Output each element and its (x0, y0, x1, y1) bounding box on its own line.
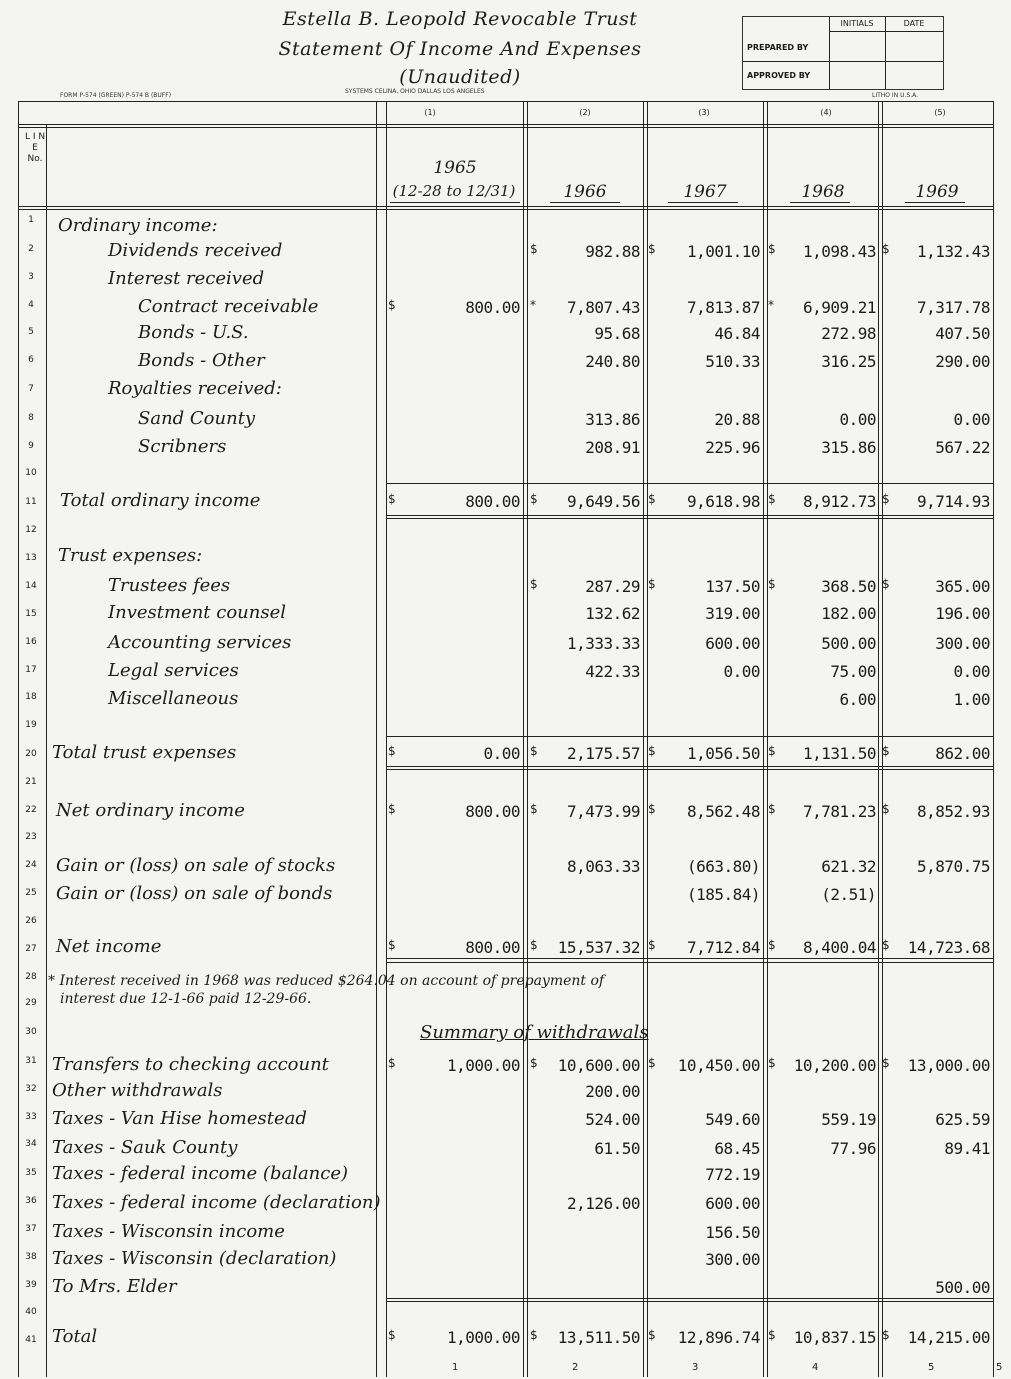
line-number: 2 (28, 244, 34, 254)
cell-value-col3: 12,896.74 (677, 1328, 760, 1347)
column-number-3: (3) (698, 108, 710, 117)
cell-value-col5: 13,000.00 (907, 1056, 990, 1075)
year-header-1968: 1968 (801, 182, 845, 202)
currency-mark: $ (648, 1328, 656, 1342)
form-code-left: FORM P-574 (GREEN) P-574 B (BUFF) (60, 92, 172, 99)
line-number: 25 (25, 888, 37, 898)
cell-value-col3: 1,001.10 (686, 242, 760, 261)
currency-mark: $ (648, 802, 656, 816)
currency-mark: $ (768, 242, 776, 256)
year-header-1965: 1965 (433, 158, 477, 178)
cell-value-col5: 8,852.93 (916, 802, 990, 821)
cell-value-col4: 182.00 (821, 604, 876, 623)
currency-mark: $ (388, 492, 396, 506)
currency-mark: $ (530, 242, 538, 256)
line-number: 33 (25, 1112, 37, 1122)
cell-value-col1: 800.00 (465, 938, 520, 957)
cell-value-col2: 2,126.00 (566, 1194, 640, 1213)
currency-mark: $ (388, 744, 396, 758)
currency-mark: $ (882, 1328, 890, 1342)
title-line-1: Estella B. Leopold Revocable Trust (282, 8, 638, 30)
line-number: 8 (28, 413, 34, 423)
footnote-line-28 (48, 973, 604, 989)
row-description: Trustees fees (108, 575, 231, 596)
currency-mark: $ (648, 1056, 656, 1070)
cell-value-col5: 1,132.43 (916, 242, 990, 261)
cell-value-col3: (185.84) (686, 885, 760, 904)
currency-mark: $ (882, 492, 890, 506)
cell-value-col3: 549.60 (705, 1110, 760, 1129)
cell-value-col5: 567.22 (935, 438, 990, 457)
cell-value-col5: 5,870.75 (916, 857, 990, 876)
cell-value-col2: 7,473.99 (566, 802, 640, 821)
cell-value-col4: 316.25 (821, 352, 876, 371)
cell-value-col2: 61.50 (594, 1139, 640, 1158)
cell-value-col3: 137.50 (705, 577, 760, 596)
line-number: 28 (25, 972, 37, 982)
summary-of-withdrawals-heading: Summary of withdrawals (420, 1022, 649, 1043)
page-number: 5 (996, 1362, 1003, 1373)
cell-value-col3: 1,056.50 (686, 744, 760, 763)
currency-mark: $ (882, 242, 890, 256)
currency-mark: $ (530, 938, 538, 952)
cell-value-col2: 1,333.33 (566, 634, 640, 653)
year-header-1967: 1967 (683, 182, 727, 202)
currency-mark: $ (768, 744, 776, 758)
cell-value-col3: 300.00 (705, 1250, 760, 1269)
line-number: 34 (25, 1139, 37, 1149)
cell-value-col5: 0.00 (953, 410, 990, 429)
row-description: Trust expenses: (58, 545, 203, 566)
column-number-4: (4) (820, 108, 832, 117)
cell-value-col3: 600.00 (705, 634, 760, 653)
year-header-1969: 1969 (915, 182, 959, 202)
cell-value-col3: (663.80) (686, 857, 760, 876)
row-description: Gain or (loss) on sale of stocks (56, 855, 336, 876)
cell-value-col4: 10,837.15 (793, 1328, 876, 1347)
bottom-column-number: 5 (928, 1362, 935, 1373)
line-number: 30 (25, 1027, 37, 1037)
bottom-column-number: 4 (812, 1362, 819, 1373)
cell-value-col5: 9,714.93 (916, 492, 990, 511)
cell-value-col5: 407.50 (935, 324, 990, 343)
line-number: 31 (25, 1056, 37, 1066)
cell-value-col2: 240.80 (585, 352, 640, 371)
currency-mark: $ (768, 938, 776, 952)
currency-mark: $ (648, 577, 656, 591)
line-number: 36 (25, 1196, 37, 1206)
line-number: 5 (28, 327, 34, 337)
currency-mark: $ (530, 492, 538, 506)
stamp-date-label: DATE (903, 19, 925, 28)
currency-mark: $ (388, 298, 396, 312)
line-number: 12 (25, 525, 37, 535)
cell-value-col3: 10,450.00 (677, 1056, 760, 1075)
currency-mark: $ (530, 802, 538, 816)
cell-value-col2: 287.29 (585, 577, 640, 596)
currency-mark: $ (648, 492, 656, 506)
row-description: Taxes - Sauk County (52, 1137, 238, 1158)
stamp-approved-by: APPROVED BY (747, 71, 811, 80)
line-number: 21 (25, 777, 37, 787)
line-number: 13 (25, 553, 37, 563)
line-number: 40 (25, 1307, 37, 1317)
cell-value-col2: 313.86 (585, 410, 640, 429)
footnote-line-29: interest due 12-1-66 paid 12-29-66. (60, 991, 312, 1007)
currency-mark: $ (768, 802, 776, 816)
row-description: Transfers to checking account (52, 1054, 329, 1075)
cell-value-col3: 772.19 (705, 1165, 760, 1184)
column-number-2: (2) (579, 108, 591, 117)
currency-mark: $ (882, 938, 890, 952)
currency-mark: $ (530, 1056, 538, 1070)
cell-value-col4: 8,912.73 (802, 492, 876, 511)
cell-value-col4: 559.19 (821, 1110, 876, 1129)
cell-value-col4: 10,200.00 (793, 1056, 876, 1075)
row-description: To Mrs. Elder (52, 1276, 177, 1297)
cell-value-col1: 800.00 (465, 298, 520, 317)
cell-value-col4: 6,909.21 (802, 298, 876, 317)
form-code-center: SYSTEMS CELINA, OHIO DALLAS LOS ANGELES (345, 88, 485, 95)
cell-value-col3: 156.50 (705, 1223, 760, 1242)
row-description: Accounting services (108, 632, 292, 653)
cell-value-col2: 208.91 (585, 438, 640, 457)
cell-value-col5: 290.00 (935, 352, 990, 371)
line-number: 32 (25, 1084, 37, 1094)
line-number: 24 (25, 860, 37, 870)
currency-mark: $ (388, 938, 396, 952)
cell-value-col2: 7,807.43 (566, 298, 640, 317)
line-number: 37 (25, 1224, 37, 1234)
line-number: 18 (25, 692, 37, 702)
cell-value-col2: 95.68 (594, 324, 640, 343)
cell-value-col1: 800.00 (465, 492, 520, 511)
line-number: 29 (25, 998, 37, 1008)
cell-value-col1: 800.00 (465, 802, 520, 821)
currency-mark: $ (882, 577, 890, 591)
row-description: Taxes - federal income (declaration) (52, 1192, 381, 1213)
currency-mark: $ (388, 802, 396, 816)
currency-mark: * (768, 298, 774, 312)
line-number: 20 (25, 749, 37, 759)
cell-value-col2: 13,511.50 (557, 1328, 640, 1347)
cell-value-col5: 196.00 (935, 604, 990, 623)
row-description: Taxes - federal income (balance) (52, 1163, 349, 1184)
cell-value-col4: 6.00 (839, 690, 876, 709)
currency-mark: $ (882, 744, 890, 758)
cell-value-col5: 300.00 (935, 634, 990, 653)
line-number: 41 (25, 1335, 37, 1345)
cell-value-col4: (2.51) (821, 885, 876, 904)
row-description: Royalties received: (108, 378, 282, 399)
cell-value-col3: 600.00 (705, 1194, 760, 1213)
currency-mark: $ (530, 1328, 538, 1342)
cell-value-col4: 272.98 (821, 324, 876, 343)
cell-value-col5: 89.41 (944, 1139, 990, 1158)
cell-value-col3: 319.00 (705, 604, 760, 623)
row-description: Taxes - Van Hise homestead (52, 1108, 307, 1129)
cell-value-col2: 8,063.33 (566, 857, 640, 876)
currency-mark: $ (648, 938, 656, 952)
line-number: 27 (25, 944, 37, 954)
currency-mark: * (530, 298, 536, 312)
line-number: 39 (25, 1280, 37, 1290)
cell-value-col5: 625.59 (935, 1110, 990, 1129)
line-number: 14 (25, 581, 37, 591)
cell-value-col5: 7,317.78 (916, 298, 990, 317)
currency-mark: $ (768, 1328, 776, 1342)
cell-value-col3: 9,618.98 (686, 492, 760, 511)
cell-value-col2: 15,537.32 (557, 938, 640, 957)
line-number: 16 (25, 637, 37, 647)
cell-value-col3: 225.96 (705, 438, 760, 457)
year-header-1966: 1966 (563, 182, 607, 202)
line-number-header: L I N E No. (24, 132, 46, 164)
line-number: 11 (25, 497, 37, 507)
title-line-3: (Unaudited) (399, 66, 521, 88)
line-number: 9 (28, 441, 34, 451)
cell-value-col5: 365.00 (935, 577, 990, 596)
cell-value-col4: 0.00 (839, 410, 876, 429)
cell-value-col4: 500.00 (821, 634, 876, 653)
currency-mark: $ (768, 577, 776, 591)
row-description: Total trust expenses (52, 742, 237, 763)
row-description: Taxes - Wisconsin (declaration) (52, 1248, 337, 1269)
cell-value-col4: 621.32 (821, 857, 876, 876)
row-description: Bonds - Other (138, 350, 265, 371)
bottom-column-number: 2 (572, 1362, 579, 1373)
line-number: 17 (25, 665, 37, 675)
cell-value-col4: 8,400.04 (802, 938, 876, 957)
row-description: Other withdrawals (52, 1080, 223, 1101)
line-number: 35 (25, 1168, 37, 1178)
row-description: Net income (56, 936, 162, 957)
cell-value-col2: 10,600.00 (557, 1056, 640, 1075)
row-description: Contract receivable (138, 296, 319, 317)
line-number: 4 (28, 300, 34, 310)
column-number-5: (5) (934, 108, 946, 117)
currency-mark: $ (768, 492, 776, 506)
line-number: 6 (28, 355, 34, 365)
line-number: 1 (28, 215, 34, 225)
bottom-column-number: 1 (452, 1362, 459, 1373)
cell-value-col1: 0.00 (483, 744, 520, 763)
line-number: 38 (25, 1252, 37, 1262)
currency-mark: $ (388, 1328, 396, 1342)
cell-value-col4: 7,781.23 (802, 802, 876, 821)
line-number: 7 (28, 384, 34, 394)
cell-value-col5: 862.00 (935, 744, 990, 763)
currency-mark: $ (648, 242, 656, 256)
cell-value-col3: 68.45 (714, 1139, 760, 1158)
line-number: 19 (25, 720, 37, 730)
cell-value-col2: 132.62 (585, 604, 640, 623)
year-header-1965-range: (12-28 to 12/31) (392, 182, 516, 200)
cell-value-col3: 46.84 (714, 324, 760, 343)
stamp-prepared-by: PREPARED BY (747, 43, 809, 52)
row-description: Ordinary income: (58, 215, 218, 236)
cell-value-col5: 0.00 (953, 662, 990, 681)
cell-value-col4: 1,131.50 (802, 744, 876, 763)
cell-value-col4: 315.86 (821, 438, 876, 457)
line-number: 3 (28, 272, 34, 282)
cell-value-col5: 1.00 (953, 690, 990, 709)
row-description: Net ordinary income (56, 800, 245, 821)
row-description: Total (52, 1326, 98, 1347)
stamp-initials-label: INITIALS (840, 19, 874, 28)
currency-mark: $ (882, 1056, 890, 1070)
cell-value-col5: 14,215.00 (907, 1328, 990, 1347)
currency-mark: $ (530, 744, 538, 758)
approval-stamp-box (742, 16, 944, 90)
cell-value-col3: 8,562.48 (686, 802, 760, 821)
row-description: Legal services (108, 660, 239, 681)
line-number: 26 (25, 916, 37, 926)
row-description: Total ordinary income (60, 490, 261, 511)
line-number: 22 (25, 805, 37, 815)
cell-value-col1: 1,000.00 (446, 1056, 520, 1075)
row-description: Sand County (138, 408, 256, 429)
currency-mark: $ (648, 744, 656, 758)
cell-value-col2: 9,649.56 (566, 492, 640, 511)
row-description: Investment counsel (108, 602, 287, 623)
currency-mark: $ (530, 577, 538, 591)
row-description: Miscellaneous (108, 688, 239, 709)
cell-value-col3: 7,712.84 (686, 938, 760, 957)
cell-value-col3: 7,813.87 (686, 298, 760, 317)
cell-value-col4: 77.96 (830, 1139, 876, 1158)
footnote-star-icon: * (48, 973, 55, 989)
currency-mark: $ (388, 1056, 396, 1070)
cell-value-col5: 14,723.68 (907, 938, 990, 957)
row-description: Bonds - U.S. (138, 322, 249, 343)
currency-mark: $ (768, 1056, 776, 1070)
form-code-right: LITHO IN U.S.A. (872, 92, 919, 99)
row-description: Interest received (108, 268, 265, 289)
cell-value-col5: 500.00 (935, 1278, 990, 1297)
cell-value-col2: 982.88 (585, 242, 640, 261)
bottom-column-number: 3 (692, 1362, 699, 1373)
line-number: 15 (25, 609, 37, 619)
row-description: Dividends received (108, 240, 283, 261)
cell-value-col2: 2,175.57 (566, 744, 640, 763)
cell-value-col1: 1,000.00 (446, 1328, 520, 1347)
cell-value-col3: 20.88 (714, 410, 760, 429)
footnote-text-1: Interest received in 1968 was reduced $264.04 on account of prepayment of (59, 973, 605, 989)
row-description: Scribners (138, 436, 227, 457)
cell-value-col4: 75.00 (830, 662, 876, 681)
cell-value-col2: 524.00 (585, 1110, 640, 1129)
cell-value-col3: 510.33 (705, 352, 760, 371)
title-line-2: Statement Of Income And Expenses (278, 38, 642, 60)
line-number: 10 (25, 468, 37, 478)
cell-value-col2: 200.00 (585, 1082, 640, 1101)
cell-value-col4: 1,098.43 (802, 242, 876, 261)
currency-mark: $ (882, 802, 890, 816)
row-description: Taxes - Wisconsin income (52, 1221, 285, 1242)
line-number: 23 (25, 832, 37, 842)
column-number-1: (1) (424, 108, 436, 117)
row-description: Gain or (loss) on sale of bonds (56, 883, 333, 904)
cell-value-col2: 422.33 (585, 662, 640, 681)
cell-value-col4: 368.50 (821, 577, 876, 596)
cell-value-col3: 0.00 (723, 662, 760, 681)
